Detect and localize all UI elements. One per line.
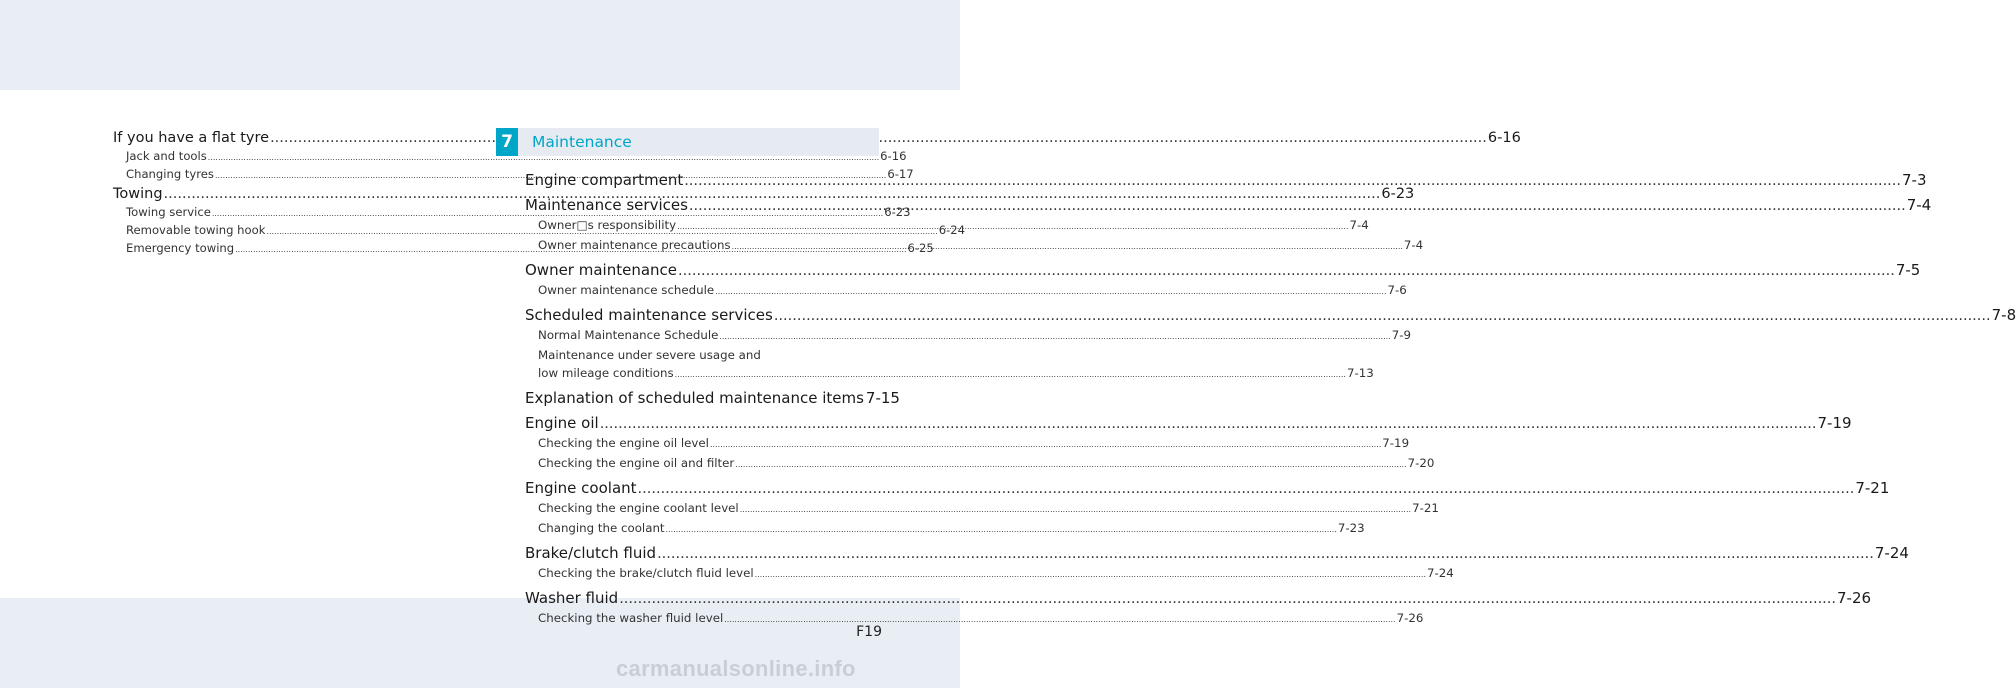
toc-entry-page: 7-21 [1412, 501, 1439, 515]
toc-entry-page: 6-23 [884, 205, 911, 219]
toc-entry-title: Removable towing hook [126, 223, 266, 237]
toc-entry-page: 7-24 [1427, 566, 1454, 580]
toc-entry-washer-fluid[interactable] [525, 588, 1872, 609]
toc-entry-page: 7-4 [1906, 196, 1932, 214]
toc-leader [735, 456, 1406, 474]
toc-entry-check-engine-oil-filter[interactable] [525, 454, 1435, 474]
toc-entry-page: 6-16 [1487, 130, 1521, 146]
toc-entry-page: 7-3 [1902, 171, 1927, 189]
toc-entry-normal-maint-schedule[interactable] [525, 326, 1411, 346]
toc-entry-title: Scheduled maintenance services [525, 306, 773, 324]
toc-entry-title: Brake/clutch fluid [525, 544, 657, 562]
toc-entry-page: 7-6 [1387, 283, 1407, 297]
toc-entry-scheduled-maint-services[interactable] [525, 305, 2016, 326]
toc-entry-title: low mileage conditions [538, 366, 674, 380]
chapter-title: Maintenance [532, 133, 632, 151]
toc-entry-explanation[interactable] [525, 388, 900, 409]
toc-entry-page: 7-24 [1874, 544, 1909, 562]
toc-entry-engine-oil[interactable] [525, 413, 1852, 434]
toc-entry-title: Checking the brake/clutch fluid level [538, 566, 754, 580]
toc-entry-page: 6-16 [880, 149, 907, 163]
toc-entry-page: 7-4 [1403, 238, 1424, 252]
toc-entry-title: Owner maintenance schedule [538, 283, 715, 297]
toc-leader [657, 544, 1874, 564]
toc-entry-changing-coolant[interactable] [525, 519, 1365, 539]
toc-entry-title: Owner□s responsibility [538, 218, 677, 232]
toc-leader [619, 589, 1836, 609]
toc-entry-page: 7-8 [1991, 306, 2016, 324]
chapter-header [496, 128, 879, 156]
toc-entry-title: Owner maintenance precautions [538, 238, 731, 252]
toc-leader [774, 306, 1991, 326]
toc-entry-page: 6-17 [887, 167, 914, 181]
toc-entry-page: 6-23 [1381, 186, 1415, 202]
toc-leader [600, 414, 1817, 434]
toc-entry-title: Checking the engine coolant level [538, 501, 739, 515]
toc-entry-title: Checking the washer fluid level [538, 611, 724, 625]
toc-entry-title: Towing [113, 186, 163, 202]
toc-entry-check-brake-clutch[interactable] [525, 564, 1454, 584]
toc-leader [732, 238, 1403, 256]
toc-entry-check-engine-oil-level[interactable] [525, 434, 1410, 454]
toc-entry-title: Changing tyres [126, 167, 214, 181]
toc-entry-page: 7-13 [1346, 366, 1374, 380]
chapter-number: 7 [496, 128, 518, 156]
toc-entry-page: 7-15 [865, 389, 900, 407]
toc-entry-title: Engine coolant [525, 479, 637, 497]
toc-entry-title: Checking the engine oil level [538, 436, 709, 450]
toc-leader [666, 521, 1337, 539]
toc-leader [755, 566, 1426, 584]
toc-entry-page: 7-4 [1349, 218, 1369, 232]
top-band [0, 0, 960, 90]
page-number: F19 [856, 624, 882, 640]
toc-entry-title: Washer fluid [525, 589, 619, 607]
toc-leader [638, 479, 1855, 499]
toc-leader [675, 366, 1346, 384]
toc-leader [684, 171, 1901, 191]
toc-entry-title: Jack and tools [126, 149, 207, 163]
toc-entry-page: 7-5 [1895, 261, 1921, 279]
toc-leader [678, 261, 1895, 281]
toc-entry-title: Emergency towing [126, 241, 235, 255]
watermark: carmanualsonline.info [616, 656, 856, 681]
toc-entry-owner-maintenance[interactable] [525, 260, 1921, 281]
toc-entry-severe-usage-line1[interactable]: Maintenance under severe usage and [538, 348, 761, 362]
toc-entry-title: Changing the coolant [538, 521, 665, 535]
toc-entry-check-washer-fluid[interactable] [525, 609, 1424, 629]
toc-entry-page: 7-9 [1391, 328, 1411, 342]
toc-entry-jack-tools[interactable] [113, 148, 907, 166]
toc-leader [719, 328, 1390, 346]
toc-leader [710, 436, 1381, 454]
toc-entry-title: Towing service [126, 205, 211, 219]
toc-leader [724, 611, 1395, 629]
toc-entry-title: Engine oil [525, 414, 599, 432]
toc-entry-title: Normal Maintenance Schedule [538, 328, 719, 342]
toc-entry-brake-clutch-fluid[interactable] [525, 543, 1909, 564]
toc-entry-severe-usage-line2[interactable] [525, 364, 1374, 384]
toc-entry-page: 7-20 [1407, 456, 1435, 470]
toc-leader [689, 196, 1906, 216]
toc-entry-page: 7-23 [1337, 521, 1365, 535]
toc-leader [677, 218, 1348, 236]
toc-entry-engine-coolant[interactable] [525, 478, 1890, 499]
toc-entry-page: 7-26 [1396, 611, 1424, 625]
toc-entry-page: 7-26 [1837, 589, 1872, 607]
toc-entry-title: Checking the engine oil and filter [538, 456, 735, 470]
toc-entry-check-coolant-level[interactable] [525, 499, 1439, 519]
toc-leader [715, 283, 1386, 301]
toc-entry-page: 6-24 [938, 223, 966, 237]
toc-entry-title: Explanation of scheduled maintenance items [525, 389, 864, 407]
toc-entry-towing[interactable] [113, 185, 1415, 204]
toc-entry-title: If you have a flat tyre [113, 130, 270, 146]
toc-entry-page: 7-19 [1382, 436, 1410, 450]
toc-entry-page: 6-25 [907, 241, 934, 255]
toc-entry-page: 7-21 [1855, 479, 1890, 497]
toc-entry-page: 7-19 [1817, 414, 1852, 432]
toc-entry-title: Engine compartment [525, 171, 684, 189]
toc-entry-owner-maint-schedule[interactable] [525, 281, 1407, 301]
toc-entry-title: Maintenance services [525, 196, 688, 214]
toc-entry-title: Owner maintenance [525, 261, 678, 279]
toc-leader [740, 501, 1411, 519]
